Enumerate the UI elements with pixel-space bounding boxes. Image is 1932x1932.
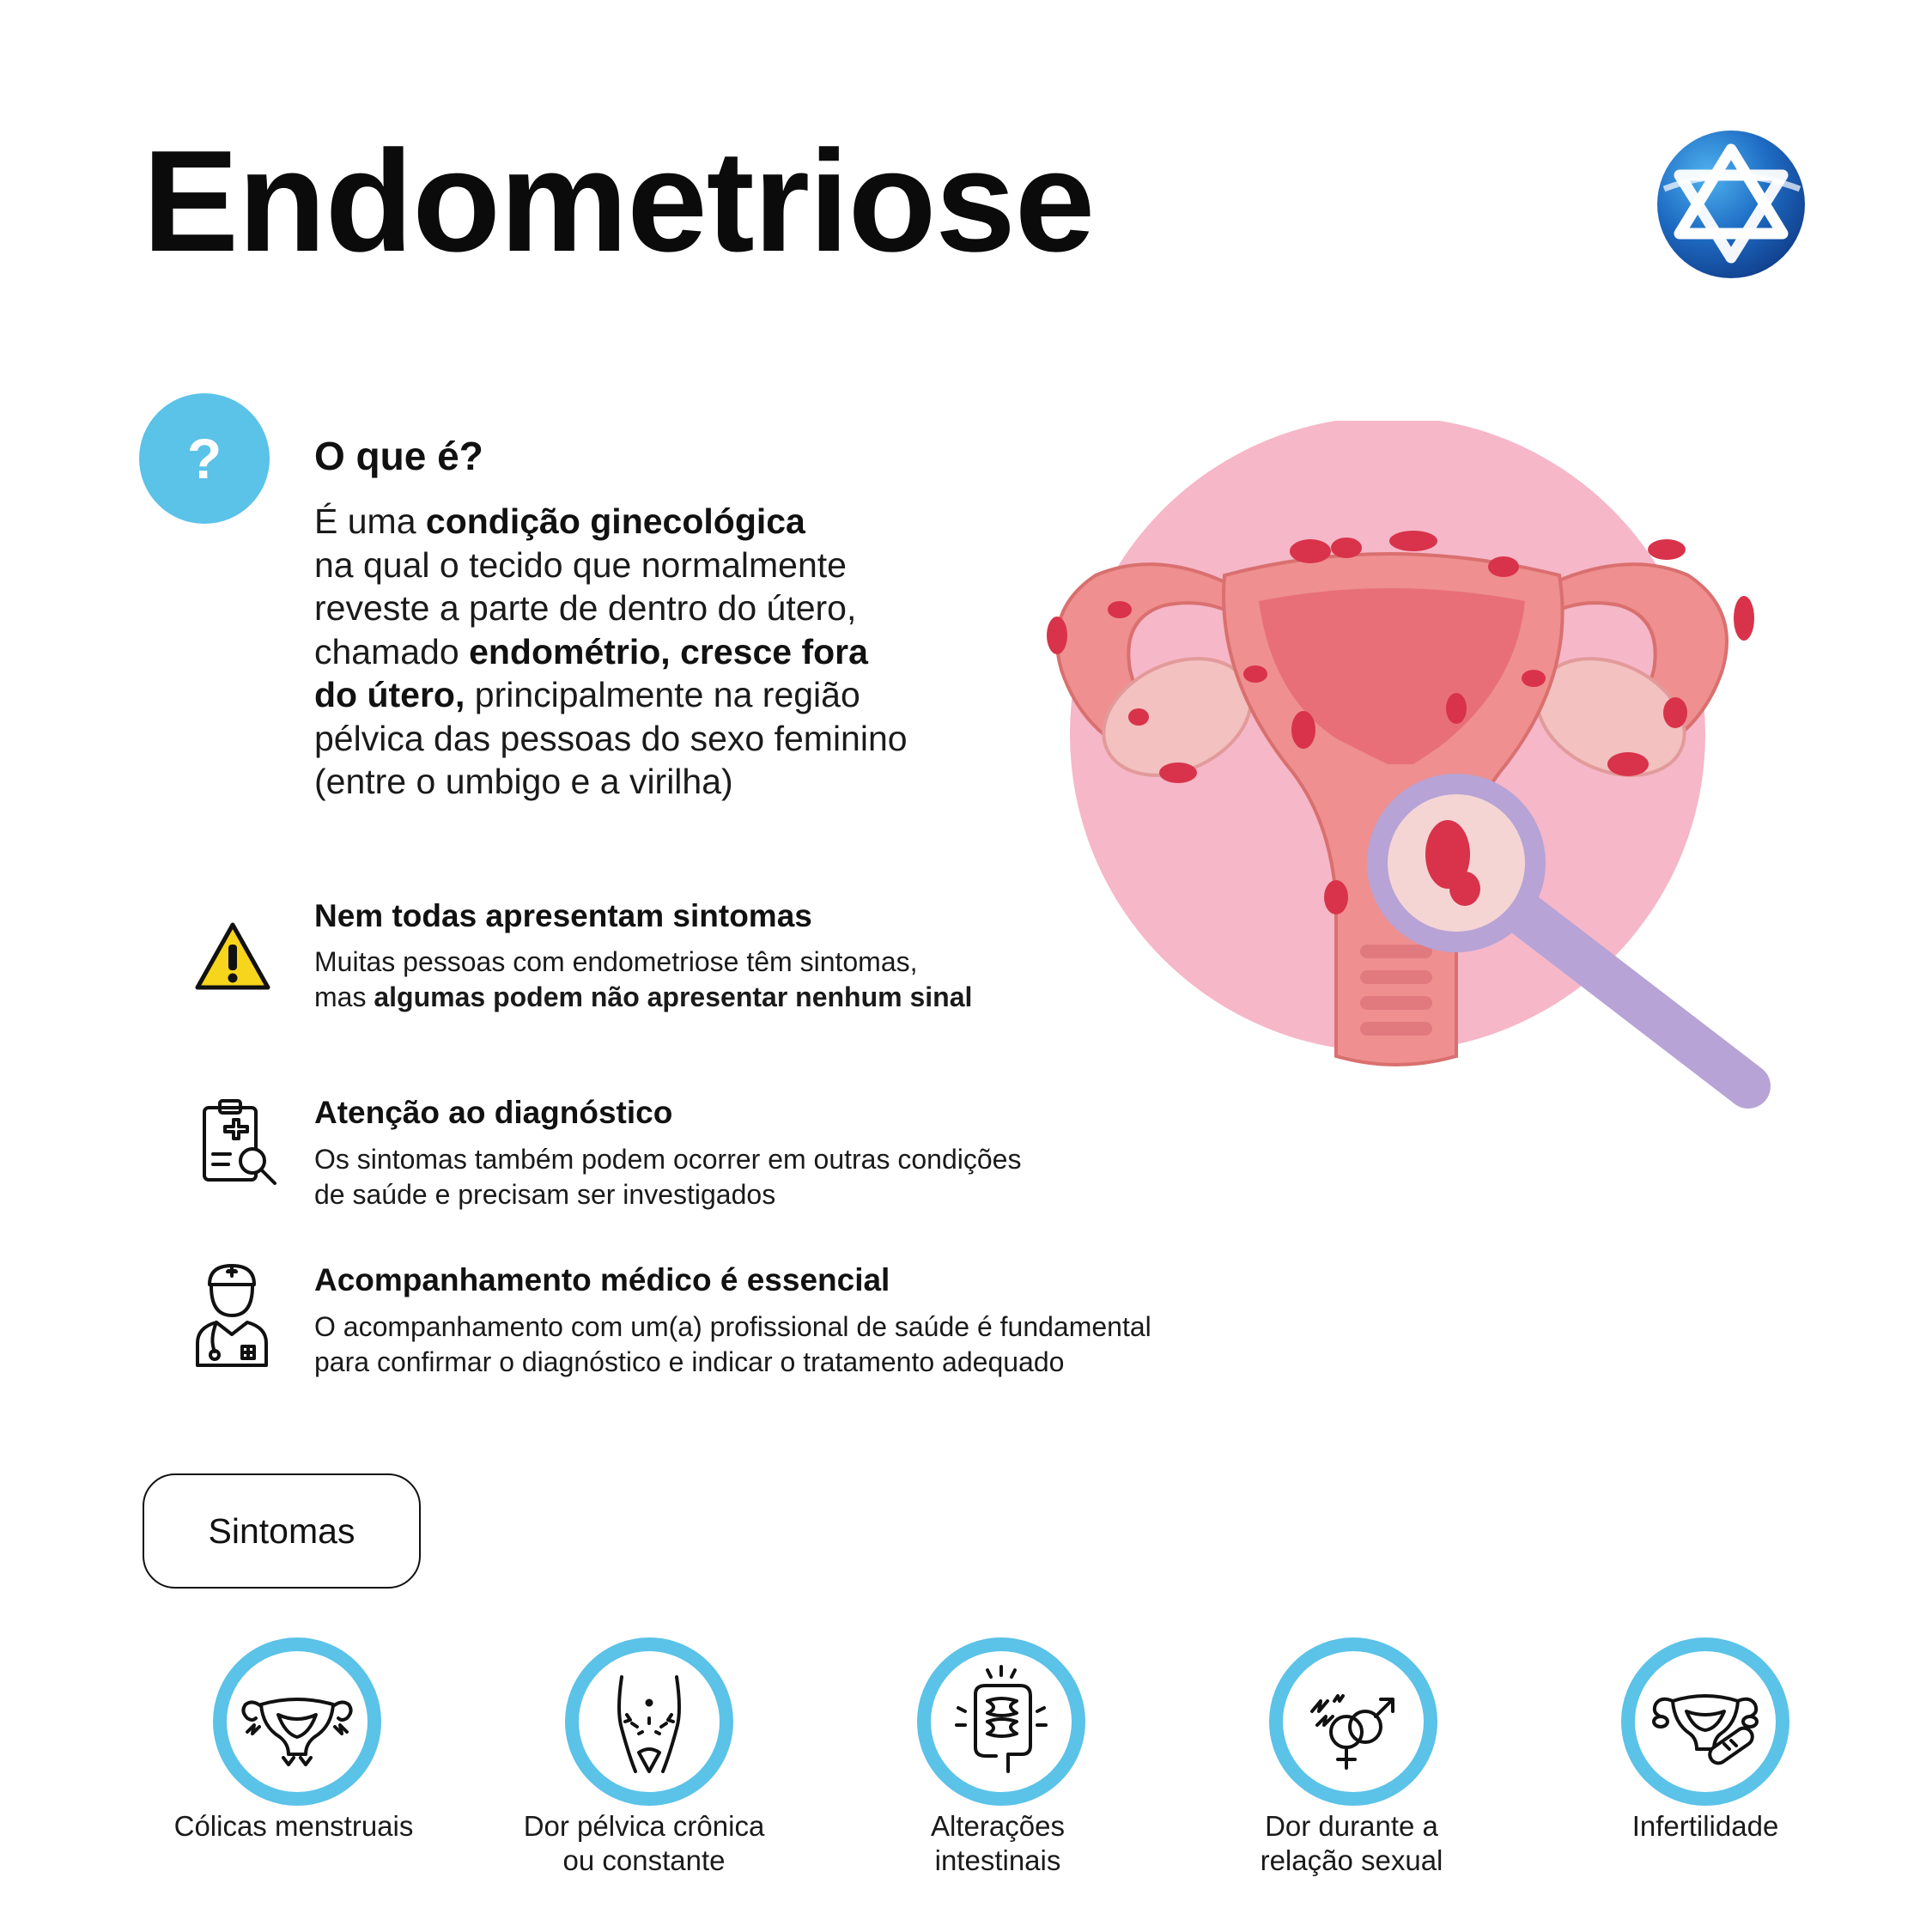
brand-logo — [1656, 129, 1807, 280]
label-line: intestinais — [934, 1844, 1061, 1876]
text-span: para confirmar o diagnóstico e indicar o tratamento adequado — [314, 1346, 1065, 1377]
emphasis-text: condição ginecológica — [425, 501, 805, 541]
text-line — [314, 673, 1087, 717]
symptom-label-pelvic — [481, 1809, 807, 1878]
clipboard-search-icon — [199, 1097, 280, 1187]
text-line — [314, 1345, 1431, 1380]
symptoms-heading: Sintomas — [143, 1473, 421, 1589]
text-line — [314, 500, 1087, 544]
info-title-symptoms: Nem todas apresentam sintomas — [314, 898, 812, 933]
text-span: reveste a parte de dentro do útero, — [314, 588, 857, 628]
symptom-circle-infertility — [1621, 1637, 1789, 1806]
page-title: Endometriose — [143, 120, 1095, 282]
text-span: O acompanhamento com um(a) profissional de saúde é fundamental — [314, 1311, 1151, 1342]
info-text-diagnosis — [314, 1142, 1431, 1212]
info-text-followup — [314, 1309, 1431, 1380]
label-line: ou constante — [562, 1844, 726, 1876]
symptom-label-cramps — [131, 1809, 457, 1844]
info-title-followup: Acompanhamento médico é essencial — [314, 1262, 890, 1297]
question-icon: ? — [139, 393, 270, 524]
text-line — [314, 760, 1087, 804]
text-line — [314, 717, 1087, 761]
gender-pain-icon — [1283, 1651, 1424, 1792]
text-line — [314, 630, 1087, 674]
emphasis-text: do útero, — [314, 675, 465, 714]
text-span: principalmente na região — [465, 675, 860, 714]
text-span: Muitas pessoas com endometriose têm sintomas, — [314, 946, 918, 977]
info-title-diagnosis: Atenção ao diagnóstico — [314, 1095, 673, 1130]
text-span: de saúde e precisam ser investigados — [314, 1179, 776, 1210]
emphasis-text: algumas podem não apresentar nenhum sinal — [374, 981, 973, 1012]
label-line: Dor pélvica crônica — [523, 1810, 765, 1842]
uterus-illustration — [1027, 421, 1851, 1125]
label-line: Infertilidade — [1631, 1810, 1779, 1842]
text-span: (entre o umbigo e a virilha) — [314, 762, 733, 801]
symptom-circle-cramps — [213, 1637, 381, 1806]
warning-icon — [194, 920, 271, 993]
symptom-circle-intestinal — [917, 1637, 1085, 1806]
intestine-icon — [931, 1651, 1072, 1792]
text-span: É uma — [314, 501, 426, 541]
emphasis-text: endométrio, cresce fora — [469, 631, 868, 671]
symptom-label-intestinal — [835, 1809, 1161, 1878]
symptom-label-infertility — [1542, 1809, 1868, 1844]
text-span: pélvica das pessoas do sexo feminino — [314, 718, 908, 758]
intro-text — [314, 500, 1087, 804]
pelvic-pain-icon — [579, 1651, 720, 1792]
text-span: Os sintomas também podem ocorrer em outras condições — [314, 1144, 1022, 1175]
label-line: relação sexual — [1260, 1844, 1443, 1876]
text-span: mas — [314, 981, 374, 1012]
uterus-pain-icon — [227, 1651, 368, 1792]
symptom-circle-pelvic — [565, 1637, 733, 1806]
doctor-icon — [191, 1262, 273, 1370]
text-line — [314, 544, 1087, 587]
intro-title: O que é? — [314, 434, 483, 478]
label-line: Dor durante a — [1265, 1810, 1438, 1842]
symptom-label-intercourse — [1188, 1809, 1515, 1878]
label-line: Alterações — [931, 1810, 1065, 1842]
text-span: na qual o tecido que normalmente — [314, 544, 847, 585]
text-line — [314, 586, 1087, 630]
text-span: chamado — [314, 631, 470, 671]
uterus-bandage-icon — [1635, 1651, 1776, 1792]
text-line — [314, 1177, 1431, 1212]
text-line — [314, 1309, 1431, 1345]
symptom-circle-intercourse — [1269, 1637, 1437, 1806]
text-line — [314, 1142, 1431, 1177]
label-line: Cólicas menstruais — [173, 1810, 414, 1842]
